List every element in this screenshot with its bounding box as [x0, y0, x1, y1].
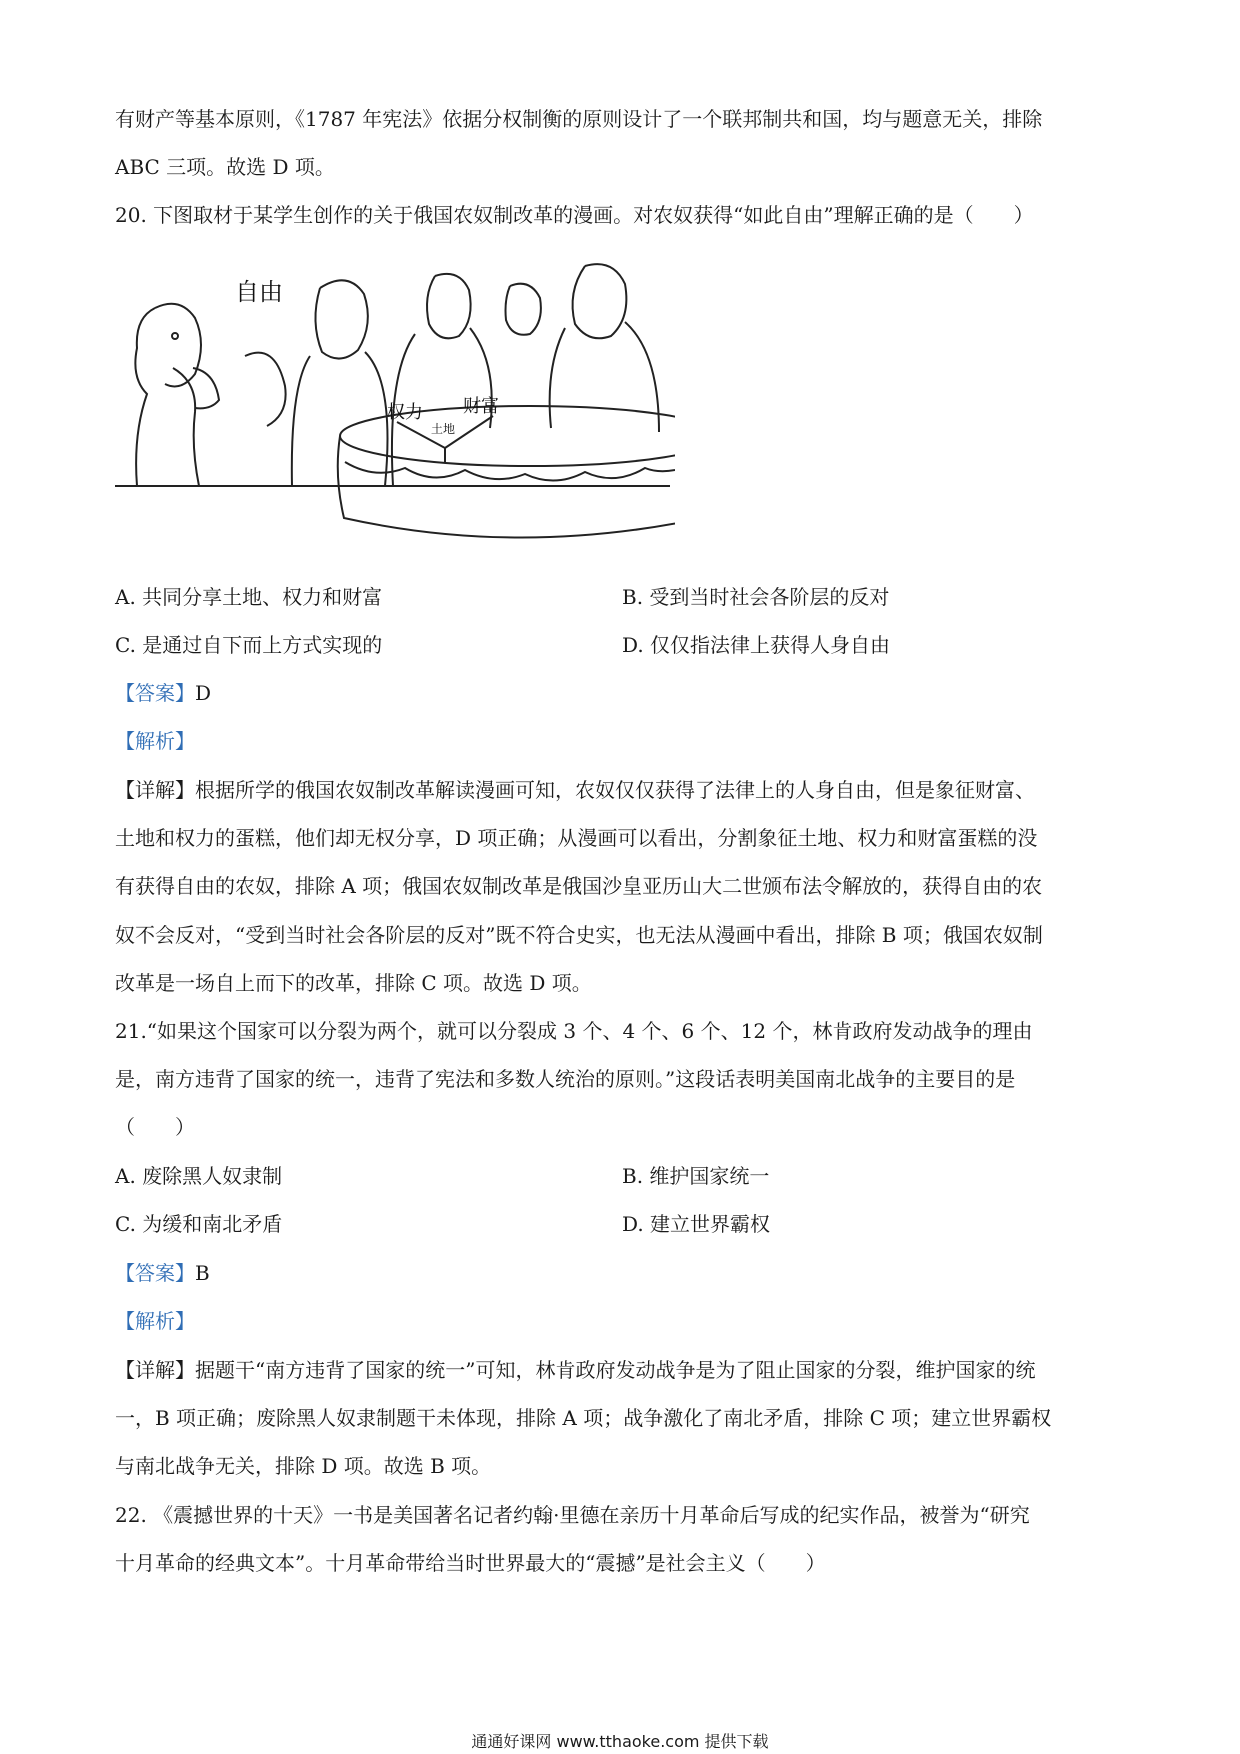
detail-tag: 【详解】	[115, 778, 195, 802]
q21-detail-line-3: 与南北战争无关，排除 D 项。故选 B 项。	[115, 1454, 492, 1478]
answer-value: D	[195, 681, 212, 705]
q21-analysis-tag: 【解析】	[115, 1309, 195, 1333]
q20-detail-line-3: 有获得自由的农奴，排除 A 项；俄国农奴制改革是俄国沙皇亚历山大二世颁布法令解放的，获得自由的农	[115, 874, 1043, 898]
q20-detail-line-2: 土地和权力的蛋糕，他们却无权分享，D 项正确；从漫画可以看出，分割象征土地、权力和财富蛋糕的没	[115, 826, 1038, 850]
q20-option-d: D. 仅仅指法律上获得人身自由	[622, 633, 891, 657]
q21-option-a: A. 废除黑人奴隶制	[115, 1164, 283, 1188]
q21-detail-line-1	[115, 1355, 1035, 1385]
cartoon-label-freedom: 自由	[235, 278, 283, 306]
q20-option-c: C. 是通过自下而上方式实现的	[115, 633, 383, 657]
prev-analysis-line-2: ABC 三项。故选 D 项。	[115, 155, 335, 179]
detail-text: 据题干“南方违背了国家的统一”可知，林肯政府发动战争是为了阻止国家的分裂，维护国家的统	[195, 1358, 1036, 1382]
answer-tag: 【答案】	[115, 1261, 195, 1285]
prev-analysis-line-1: 有财产等基本原则，《1787 年宪法》依据分权制衡的原则设计了一个联邦制共和国，均与题意无关，排除	[115, 107, 1043, 131]
q20-analysis-tag: 【解析】	[115, 729, 195, 753]
detail-tag: 【详解】	[115, 1358, 195, 1382]
answer-tag: 【答案】	[115, 681, 195, 705]
q21-option-c: C. 为缓和南北矛盾	[115, 1212, 283, 1236]
q20-option-a: A. 共同分享土地、权力和财富	[115, 585, 383, 609]
cartoon-label-power: 权力	[387, 402, 423, 423]
q20-detail-line-1	[115, 775, 1035, 805]
q21-option-d: D. 建立世界霸权	[622, 1212, 771, 1236]
q21-stem-line-3: （ ）	[115, 1115, 195, 1139]
q20-detail-line-5: 改革是一场自上而下的改革，排除 C 项。故选 D 项。	[115, 971, 592, 995]
q20-stem: 20. 下图取材于某学生创作的关于俄国农奴制改革的漫画。对农奴获得“如此自由”理解正确的是（ ）	[115, 203, 1034, 227]
serf-reform-cartoon	[115, 248, 675, 558]
q20-detail-line-4: 奴不会反对，“受到当时社会各阶层的反对”既不符合史实，也无法从漫画中看出，排除 B 项；俄国农奴制	[115, 923, 1043, 947]
cartoon-illustration	[115, 248, 675, 558]
q21-stem-line-1: 21.“如果这个国家可以分裂为两个，就可以分裂成 3 个、4 个、6 个、12 个，林肯政府发动战争的理由	[115, 1019, 1033, 1043]
cartoon-label-land: 土地	[431, 422, 456, 436]
q20-answer	[115, 678, 211, 708]
answer-value: B	[195, 1261, 210, 1285]
q21-detail-line-2: 一，B 项正确；废除黑人奴隶制题干未体现，排除 A 项；战争激化了南北矛盾，排除 C 项；建立世界霸权	[115, 1406, 1052, 1430]
page-footer: 通通好课网 www.tthaoke.com 提供下载	[471, 1732, 769, 1751]
q21-stem-line-2: 是，南方违背了国家的统一，违背了宪法和多数人统治的原则。”这段话表明美国南北战争的主要目的是	[115, 1067, 1016, 1091]
q22-stem-line-1: 22. 《震撼世界的十天》一书是美国著名记者约翰·里德在亲历十月革命后写成的纪实作品，被誉为“研究	[115, 1503, 1030, 1527]
detail-text: 根据所学的俄国农奴制改革解读漫画可知，农奴仅仅获得了法律上的人身自由，但是象征财富、	[195, 778, 1035, 802]
cartoon-label-wealth: 财富	[463, 396, 499, 417]
q21-answer	[115, 1258, 210, 1288]
q20-option-b: B. 受到当时社会各阶层的反对	[622, 585, 890, 609]
q21-option-b: B. 维护国家统一	[622, 1164, 770, 1188]
q22-stem-line-2: 十月革命的经典文本”。十月革命带给当时世界最大的“震撼”是社会主义（ ）	[115, 1551, 826, 1575]
